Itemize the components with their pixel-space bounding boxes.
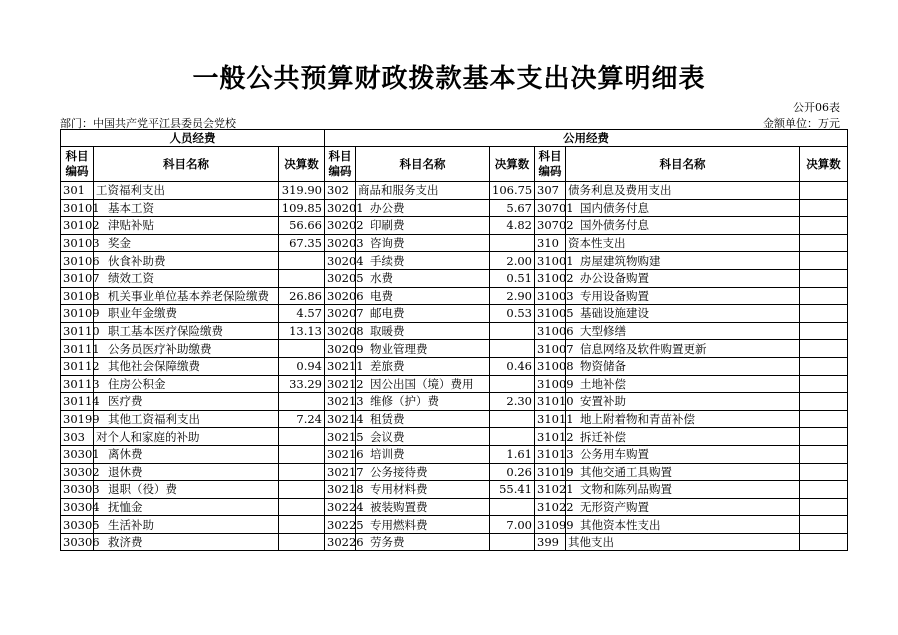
amount: 106.75: [490, 182, 535, 200]
subject-name: 工资福利支出: [94, 182, 279, 200]
amount: [800, 269, 848, 287]
amount: [800, 393, 848, 411]
subject-name: 电费: [356, 287, 490, 305]
form-number: 公开06表: [793, 101, 840, 114]
subject-code: 31005: [535, 305, 566, 323]
subject-name: 资本性支出: [566, 234, 800, 252]
subject-name: 奖金: [94, 234, 279, 252]
subject-code: 31008: [535, 357, 566, 375]
amount: 2.00: [490, 252, 535, 270]
table-row: [61, 182, 848, 200]
amount: [279, 252, 325, 270]
table-row: [61, 498, 848, 516]
amount: [800, 428, 848, 446]
amount: [490, 533, 535, 551]
table-row: [61, 375, 848, 393]
subject-code: 30208: [325, 322, 356, 340]
amount: 7.24: [279, 410, 325, 428]
subject-name: 职工基本医疗保险缴费: [94, 322, 279, 340]
amount: 56.66: [279, 217, 325, 235]
amount: [490, 428, 535, 446]
subject-name: 津贴补贴: [94, 217, 279, 235]
subject-code: 303: [61, 428, 94, 446]
amount: 0.53: [490, 305, 535, 323]
subject-code: 30207: [325, 305, 356, 323]
amount: 319.90: [279, 182, 325, 200]
subject-name: 房屋建筑物购建: [566, 252, 800, 270]
subject-name: 安置补助: [566, 393, 800, 411]
amount: [279, 445, 325, 463]
subject-code: 31003: [535, 287, 566, 305]
amount: [800, 234, 848, 252]
header-name: 科目名称: [356, 147, 490, 182]
subject-name: 公务接待费: [356, 463, 490, 481]
subject-name: 基本工资: [94, 199, 279, 217]
amount: [800, 252, 848, 270]
subject-name: 办公费: [356, 199, 490, 217]
table-row: [61, 516, 848, 534]
page-title: 一般公共预算财政拨款基本支出决算明细表: [192, 64, 706, 94]
subject-name: 机关事业单位基本养老保险缴费: [94, 287, 279, 305]
subject-name: 医疗费: [94, 393, 279, 411]
subject-name: 其他工资福利支出: [94, 410, 279, 428]
amount: [800, 305, 848, 323]
subject-code: 302: [325, 182, 356, 200]
subject-name: 培训费: [356, 445, 490, 463]
subject-name: 劳务费: [356, 533, 490, 551]
amount: [279, 481, 325, 499]
subject-code: 30304: [61, 498, 94, 516]
amount: 26.86: [279, 287, 325, 305]
amount: [800, 516, 848, 534]
table-row: [61, 322, 848, 340]
amount: [800, 217, 848, 235]
amount: [800, 357, 848, 375]
amount: 1.61: [490, 445, 535, 463]
subject-code: 31022: [535, 498, 566, 516]
subject-code: 30102: [61, 217, 94, 235]
subject-name: 基础设施建设: [566, 305, 800, 323]
group-personnel: 人员经费: [61, 130, 325, 147]
amount: [800, 340, 848, 358]
amount: 4.82: [490, 217, 535, 235]
subject-code: 30111: [61, 340, 94, 358]
subject-name: 其他交通工具购置: [566, 463, 800, 481]
subject-name: 专用设备购置: [566, 287, 800, 305]
amount: [490, 340, 535, 358]
table-row: [61, 533, 848, 551]
subject-name: 绩效工资: [94, 269, 279, 287]
amount: [279, 269, 325, 287]
table-row: [61, 357, 848, 375]
header-name: 科目名称: [566, 147, 800, 182]
subject-code: 31021: [535, 481, 566, 499]
amount: [279, 428, 325, 446]
amount: [800, 445, 848, 463]
amount: 7.00: [490, 516, 535, 534]
subject-code: 30114: [61, 393, 94, 411]
amount: 2.90: [490, 287, 535, 305]
subject-code: 31012: [535, 428, 566, 446]
subject-name: 国外债务付息: [566, 217, 800, 235]
table-row: [61, 393, 848, 411]
subject-name: 拆迁补偿: [566, 428, 800, 446]
amount: 33.29: [279, 375, 325, 393]
subject-name: 债务利息及费用支出: [566, 182, 800, 200]
subject-name: 职业年金缴费: [94, 305, 279, 323]
subject-code: 30216: [325, 445, 356, 463]
subject-name: 土地补偿: [566, 375, 800, 393]
subject-code: 30106: [61, 252, 94, 270]
amount: 0.46: [490, 357, 535, 375]
subject-code: 31002: [535, 269, 566, 287]
subject-name: 伙食补助费: [94, 252, 279, 270]
table-row: [61, 287, 848, 305]
subject-code: 30113: [61, 375, 94, 393]
amount: 0.51: [490, 269, 535, 287]
subject-name: 文物和陈列品购置: [566, 481, 800, 499]
subject-code: 30302: [61, 463, 94, 481]
subject-code: 307: [535, 182, 566, 200]
header-amount: 决算数: [800, 147, 848, 182]
subject-code: 310: [535, 234, 566, 252]
group-public: 公用经费: [325, 130, 848, 147]
subject-code: 30209: [325, 340, 356, 358]
subject-name: 维修（护）费: [356, 393, 490, 411]
subject-code: 31019: [535, 463, 566, 481]
amount: 0.26: [490, 463, 535, 481]
amount: 109.85: [279, 199, 325, 217]
subject-name: 其他支出: [566, 533, 800, 551]
subject-code: 30101: [61, 199, 94, 217]
subject-name: 邮电费: [356, 305, 490, 323]
subject-code: 30306: [61, 533, 94, 551]
subject-code: 30218: [325, 481, 356, 499]
subject-code: 31010: [535, 393, 566, 411]
table-row: [61, 305, 848, 323]
unit-label: 金额单位：万元: [763, 117, 840, 130]
subject-name: 地上附着物和青苗补偿: [566, 410, 800, 428]
subject-code: 30205: [325, 269, 356, 287]
subject-name: 住房公积金: [94, 375, 279, 393]
header-code: 科目 编码: [535, 147, 566, 182]
amount: [800, 533, 848, 551]
amount: [279, 340, 325, 358]
amount: [279, 533, 325, 551]
subject-code: 31001: [535, 252, 566, 270]
subject-code: 30112: [61, 357, 94, 375]
subject-code: 30211: [325, 357, 356, 375]
column-header-row: [61, 147, 848, 182]
header-name: 科目名称: [94, 147, 279, 182]
subject-name: 专用燃料费: [356, 516, 490, 534]
subject-code: 30224: [325, 498, 356, 516]
subject-code: 30301: [61, 445, 94, 463]
subject-name: 公务员医疗补助缴费: [94, 340, 279, 358]
expenditure-table: [60, 129, 848, 551]
subject-name: 物资储备: [566, 357, 800, 375]
subject-code: 31006: [535, 322, 566, 340]
subject-code: 31099: [535, 516, 566, 534]
subject-code: 30212: [325, 375, 356, 393]
subject-name: 手续费: [356, 252, 490, 270]
subject-name: 对个人和家庭的补助: [94, 428, 279, 446]
subject-code: 30103: [61, 234, 94, 252]
subject-code: 31013: [535, 445, 566, 463]
subject-name: 物业管理费: [356, 340, 490, 358]
subject-code: 30303: [61, 481, 94, 499]
header-amount: 决算数: [490, 147, 535, 182]
amount: [800, 410, 848, 428]
subject-code: 30201: [325, 199, 356, 217]
subject-name: 办公设备购置: [566, 269, 800, 287]
subject-code: 30202: [325, 217, 356, 235]
amount: [800, 481, 848, 499]
subject-name: 国内债务付息: [566, 199, 800, 217]
amount: 5.67: [490, 199, 535, 217]
subject-code: 30214: [325, 410, 356, 428]
subject-name: 差旅费: [356, 357, 490, 375]
subject-name: 离休费: [94, 445, 279, 463]
subject-code: 31007: [535, 340, 566, 358]
subject-name: 信息网络及软件购置更新: [566, 340, 800, 358]
subject-name: 无形资产购置: [566, 498, 800, 516]
header-code: 科目 编码: [325, 147, 356, 182]
subject-code: 30305: [61, 516, 94, 534]
header-amount: 决算数: [279, 147, 325, 182]
subject-code: 30203: [325, 234, 356, 252]
subject-name: 救济费: [94, 533, 279, 551]
subject-code: 30206: [325, 287, 356, 305]
amount: 0.94: [279, 357, 325, 375]
subject-code: 30107: [61, 269, 94, 287]
amount: [800, 322, 848, 340]
amount: [490, 498, 535, 516]
subject-name: 抚恤金: [94, 498, 279, 516]
subject-code: 30213: [325, 393, 356, 411]
table-row: [61, 410, 848, 428]
amount: 67.35: [279, 234, 325, 252]
subject-name: 咨询费: [356, 234, 490, 252]
subject-name: 水费: [356, 269, 490, 287]
subject-code: 30215: [325, 428, 356, 446]
table-row: [61, 445, 848, 463]
amount: [490, 322, 535, 340]
subject-code: 30701: [535, 199, 566, 217]
subject-name: 取暖费: [356, 322, 490, 340]
amount: [490, 234, 535, 252]
amount: 4.57: [279, 305, 325, 323]
subject-code: 301: [61, 182, 94, 200]
subject-code: 30109: [61, 305, 94, 323]
table-row: [61, 463, 848, 481]
subject-name: 因公出国（境）费用: [356, 375, 490, 393]
subject-code: 31011: [535, 410, 566, 428]
subject-name: 退休费: [94, 463, 279, 481]
subject-code: 30217: [325, 463, 356, 481]
amount: [279, 498, 325, 516]
subject-code: 30204: [325, 252, 356, 270]
table-row: [61, 252, 848, 270]
subject-name: 退职（役）费: [94, 481, 279, 499]
amount: [800, 182, 848, 200]
subject-code: 30225: [325, 516, 356, 534]
table-row: [61, 269, 848, 287]
table-row: [61, 234, 848, 252]
subject-name: 其他社会保障缴费: [94, 357, 279, 375]
table-row: [61, 481, 848, 499]
subject-code: 31009: [535, 375, 566, 393]
subject-name: 租赁费: [356, 410, 490, 428]
table-row: [61, 428, 848, 446]
subject-name: 商品和服务支出: [356, 182, 490, 200]
subject-name: 专用材料费: [356, 481, 490, 499]
table-row: [61, 217, 848, 235]
amount: [800, 498, 848, 516]
subject-name: 生活补助: [94, 516, 279, 534]
department-label: 部门：中国共产党平江县委员会党校: [60, 117, 236, 130]
amount: [279, 516, 325, 534]
subject-code: 399: [535, 533, 566, 551]
amount: 55.41: [490, 481, 535, 499]
amount: 2.30: [490, 393, 535, 411]
amount: [800, 375, 848, 393]
subject-code: 30199: [61, 410, 94, 428]
table-row: [61, 199, 848, 217]
amount: [800, 287, 848, 305]
amount: [279, 463, 325, 481]
subject-code: 30226: [325, 533, 356, 551]
subject-name: 印刷费: [356, 217, 490, 235]
amount: [490, 375, 535, 393]
amount: [800, 199, 848, 217]
subject-name: 其他资本性支出: [566, 516, 800, 534]
subject-code: 30108: [61, 287, 94, 305]
amount: 13.13: [279, 322, 325, 340]
header-code: 科目 编码: [61, 147, 94, 182]
table-row: [61, 340, 848, 358]
subject-name: 会议费: [356, 428, 490, 446]
amount: [800, 463, 848, 481]
amount: [490, 410, 535, 428]
subject-name: 被装购置费: [356, 498, 490, 516]
subject-code: 30702: [535, 217, 566, 235]
subject-name: 公务用车购置: [566, 445, 800, 463]
amount: [279, 393, 325, 411]
subject-code: 30110: [61, 322, 94, 340]
subject-name: 大型修缮: [566, 322, 800, 340]
